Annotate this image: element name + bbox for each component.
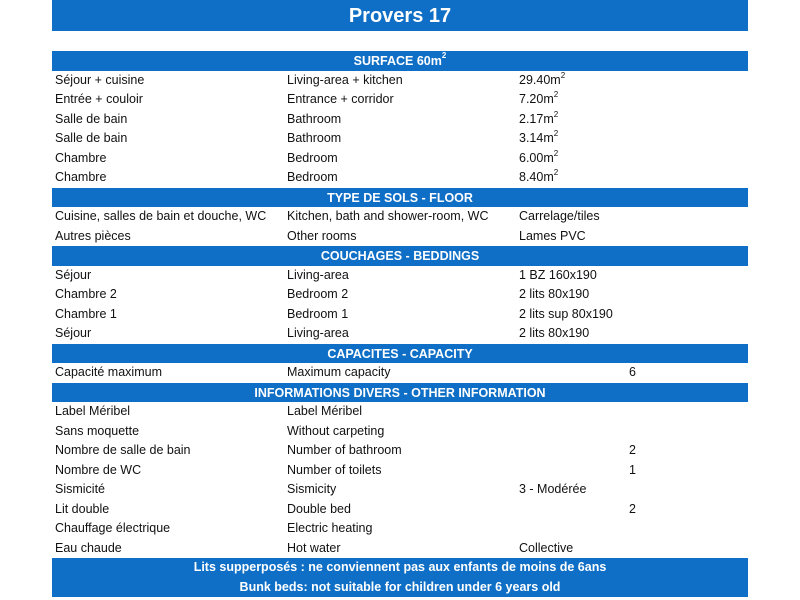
section-header-text: CAPACITES - CAPACITY bbox=[327, 346, 473, 361]
table-row bbox=[52, 480, 748, 500]
value-cell-text: 2 lits 80x190 bbox=[519, 326, 590, 340]
table-row bbox=[52, 461, 748, 481]
table-row bbox=[52, 71, 748, 91]
english-label bbox=[287, 149, 338, 169]
english-label bbox=[287, 227, 356, 247]
english-label bbox=[287, 129, 341, 149]
english-label-text: Sismicity bbox=[287, 482, 337, 496]
english-label-text: Bedroom 2 bbox=[287, 287, 349, 301]
english-label-text: Bedroom 1 bbox=[287, 306, 349, 321]
french-label bbox=[55, 519, 170, 539]
french-label bbox=[55, 363, 162, 383]
section-header-text: SURFACE 60m bbox=[353, 54, 442, 68]
french-label bbox=[55, 129, 127, 149]
section-header-text: INFORMATIONS DIVERS - OTHER INFORMATION bbox=[254, 385, 546, 400]
value-cell bbox=[519, 227, 586, 247]
french-label bbox=[55, 539, 122, 559]
value-cell-text: 3 - Modérée bbox=[519, 482, 587, 496]
english-label bbox=[287, 324, 349, 344]
section-header-text: COUCHAGES - BEDDINGS bbox=[320, 249, 480, 263]
value-cell-text: 2.17m bbox=[519, 111, 554, 126]
french-label-text: Chambre bbox=[55, 150, 107, 165]
table-row bbox=[52, 110, 748, 130]
english-label bbox=[287, 266, 349, 286]
french-label bbox=[55, 441, 191, 461]
english-label-text: Number of bathroom bbox=[287, 443, 402, 457]
table-row bbox=[52, 500, 748, 520]
value-cell bbox=[519, 539, 573, 559]
superscript: 2 bbox=[553, 90, 559, 99]
table-row bbox=[52, 519, 748, 539]
english-label bbox=[287, 285, 348, 305]
value-cell bbox=[519, 480, 586, 500]
french-label-text: Chambre 1 bbox=[55, 306, 117, 321]
french-label-text: Lit double bbox=[55, 501, 110, 516]
section-header-capacites-capacity bbox=[52, 344, 748, 364]
french-label-text: Nombre de WC bbox=[55, 462, 142, 477]
value-cell bbox=[519, 285, 589, 305]
table-row bbox=[52, 539, 748, 559]
english-label bbox=[287, 441, 402, 461]
french-label-text: Nombre de salle de bain bbox=[55, 443, 191, 457]
value-cell bbox=[519, 207, 600, 227]
superscript: 2 bbox=[553, 109, 559, 119]
value-cell-text: Carrelage/tiles bbox=[519, 209, 600, 223]
english-label-text: Bathroom bbox=[287, 111, 342, 126]
english-label-text: Other rooms bbox=[287, 228, 357, 243]
french-label-text: Chauffage électrique bbox=[55, 521, 171, 535]
english-label bbox=[287, 480, 336, 500]
value-cell bbox=[519, 110, 558, 130]
section-header-type-de-sols-floor bbox=[52, 188, 748, 208]
english-label-text: Number of toilets bbox=[287, 462, 382, 477]
section-header-couchages-beddings bbox=[52, 246, 748, 266]
table-row bbox=[52, 207, 748, 227]
section-header-informations-divers-other-information bbox=[52, 383, 748, 403]
value-cell-text: 2 lits 80x190 bbox=[519, 287, 590, 301]
english-label-text: Living-area bbox=[287, 267, 349, 282]
table-row bbox=[52, 441, 748, 461]
french-label-text: Cuisine, salles de bain et douche, WC bbox=[55, 209, 267, 223]
value-cell bbox=[519, 266, 597, 286]
french-label-text: Séjour + cuisine bbox=[55, 72, 145, 87]
french-label bbox=[55, 266, 91, 286]
superscript: 2 bbox=[553, 168, 559, 177]
french-label-text: Salle de bain bbox=[55, 111, 128, 126]
english-label-text: Bathroom bbox=[287, 131, 342, 145]
superscript: 2 bbox=[553, 129, 559, 138]
value-cell-text: Collective bbox=[519, 540, 574, 555]
french-label-text: Séjour bbox=[55, 326, 92, 340]
french-label-text: Chambre 2 bbox=[55, 287, 117, 301]
french-label-text: Eau chaude bbox=[55, 540, 122, 555]
table-row bbox=[52, 168, 748, 188]
info-sheet bbox=[52, 51, 748, 597]
english-label bbox=[287, 168, 338, 188]
value-cell-text: 29.40m bbox=[519, 72, 561, 87]
count-cell bbox=[629, 461, 636, 481]
french-label bbox=[55, 480, 105, 500]
superscript: 2 bbox=[560, 70, 566, 80]
english-label-text: Bedroom bbox=[287, 170, 338, 184]
value-cell bbox=[519, 149, 558, 169]
english-label-text: Label Méribel bbox=[287, 404, 363, 418]
english-label bbox=[287, 539, 341, 559]
english-label-text: Living-area + kitchen bbox=[287, 72, 403, 87]
count-cell bbox=[629, 500, 636, 520]
french-label bbox=[55, 90, 143, 110]
value-cell bbox=[519, 90, 558, 110]
english-label-text: Electric heating bbox=[287, 521, 373, 535]
table-row bbox=[52, 129, 748, 149]
english-label-text: Maximum capacity bbox=[287, 365, 391, 379]
table-row bbox=[52, 227, 748, 247]
french-label bbox=[55, 207, 266, 227]
count-cell-text: 6 bbox=[629, 365, 636, 379]
french-label bbox=[55, 461, 141, 481]
value-cell-text: Lames PVC bbox=[519, 228, 586, 243]
french-label bbox=[55, 402, 130, 422]
value-cell bbox=[519, 71, 565, 91]
page-title: Provers 17 bbox=[52, 0, 748, 31]
french-label bbox=[55, 285, 117, 305]
french-label bbox=[55, 71, 144, 91]
french-label bbox=[55, 149, 106, 169]
english-label bbox=[287, 461, 381, 481]
french-label bbox=[55, 110, 127, 130]
english-label-text: Double bed bbox=[287, 501, 351, 516]
table-row bbox=[52, 324, 748, 344]
value-cell-text: 7.20m bbox=[519, 92, 554, 106]
count-cell-text: 1 bbox=[629, 462, 636, 477]
french-label-text: Capacité maximum bbox=[55, 365, 162, 379]
table-row bbox=[52, 363, 748, 383]
footer-note: Lits supperposés : ne conviennent pas aux enfants de moins de 6ans bbox=[52, 558, 748, 578]
table-row bbox=[52, 149, 748, 169]
french-label-text: Sans moquette bbox=[55, 423, 140, 438]
french-label bbox=[55, 227, 131, 247]
value-cell-text: 2 lits sup 80x190 bbox=[519, 306, 613, 321]
french-label-text: Label Méribel bbox=[55, 404, 131, 418]
english-label bbox=[287, 305, 348, 325]
table-row bbox=[52, 305, 748, 325]
section-header-text: TYPE DE SOLS - FLOOR bbox=[327, 190, 473, 205]
value-cell-text: 3.14m bbox=[519, 131, 554, 145]
english-label-text: Bedroom bbox=[287, 150, 338, 165]
french-label-text: Entrée + couloir bbox=[55, 92, 143, 106]
french-label-text: Salle de bain bbox=[55, 131, 128, 145]
english-label bbox=[287, 500, 351, 520]
value-cell bbox=[519, 324, 589, 344]
french-label bbox=[55, 500, 109, 520]
superscript: 2 bbox=[553, 148, 559, 158]
table-row bbox=[52, 285, 748, 305]
count-cell-text: 2 bbox=[629, 443, 636, 457]
count-cell bbox=[629, 363, 636, 383]
value-cell-text: 6.00m bbox=[519, 150, 554, 165]
french-label bbox=[55, 422, 139, 442]
english-label bbox=[287, 90, 394, 110]
english-label bbox=[287, 519, 372, 539]
count-cell bbox=[629, 441, 636, 461]
french-label bbox=[55, 168, 106, 188]
french-label-text: Chambre bbox=[55, 170, 107, 184]
english-label-text: Living-area bbox=[287, 326, 349, 340]
english-label-text: Without carpeting bbox=[287, 423, 385, 438]
table-row bbox=[52, 422, 748, 442]
count-cell-text: 2 bbox=[629, 501, 636, 516]
english-label-text: Kitchen, bath and shower-room, WC bbox=[287, 209, 489, 223]
table-row bbox=[52, 90, 748, 110]
value-cell bbox=[519, 305, 613, 325]
french-label bbox=[55, 324, 91, 344]
english-label-text: Entrance + corridor bbox=[287, 92, 394, 106]
value-cell-text: 8.40m bbox=[519, 170, 554, 184]
english-label bbox=[287, 71, 403, 91]
table-row bbox=[52, 402, 748, 422]
value-cell-text: 1 BZ 160x190 bbox=[519, 267, 597, 282]
superscript: 2 bbox=[441, 51, 447, 60]
value-cell bbox=[519, 168, 558, 188]
footer-note: Bunk beds: not suitable for children under 6 years old bbox=[52, 578, 748, 598]
french-label-text: Autres pièces bbox=[55, 228, 131, 243]
french-label-text: Séjour bbox=[55, 267, 92, 282]
table-row bbox=[52, 266, 748, 286]
english-label bbox=[287, 363, 391, 383]
section-header-surface-60m bbox=[52, 51, 748, 71]
english-label bbox=[287, 422, 384, 442]
english-label bbox=[287, 402, 362, 422]
value-cell bbox=[519, 129, 558, 149]
english-label-text: Hot water bbox=[287, 540, 341, 555]
english-label bbox=[287, 207, 488, 227]
french-label bbox=[55, 305, 117, 325]
french-label-text: Sismicité bbox=[55, 482, 106, 496]
english-label bbox=[287, 110, 341, 130]
